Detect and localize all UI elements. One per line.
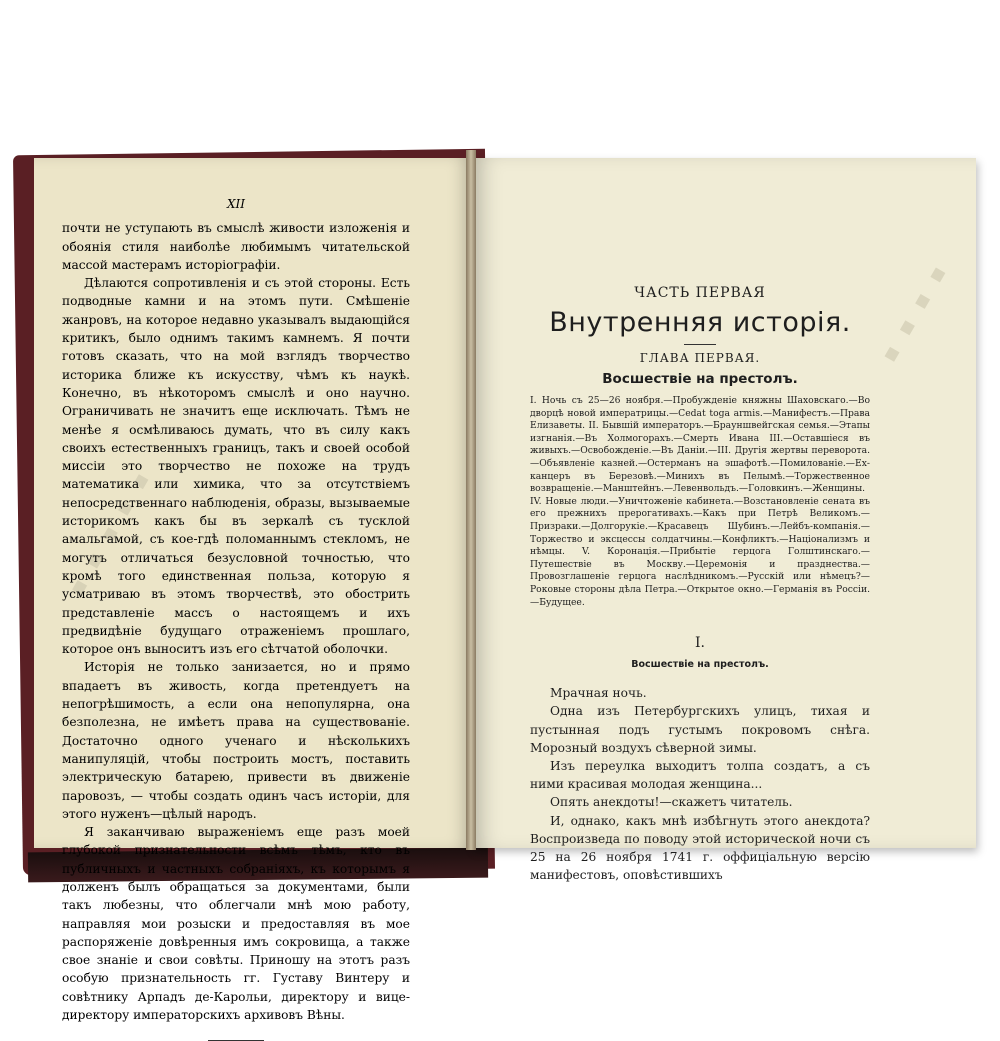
left-paragraph-3: Исторія не только занизается, но и прямо впадаетъ въ живость, когда претендуетъ на непогрѣшимость, а если она непопулярна, она безполезна, не имѣетъ права на существованіе. Достаточно одного ученаго и нѣсколькихъ манипуляцій, чтобы построить мостъ, поставить электрическую батарею, привести въ движеніе паровозъ, — чтобы создать одинъ часъ исторіи, для этого нуженъ—цѣлый народъ. (62, 660, 410, 821)
chapter-subtitle: Восшествіе на престолъ. (602, 371, 798, 387)
right-paragraph-2: Одна изъ Петербургскихъ улицъ, тихая и пустынная подъ густымъ покровомъ снѣга. Морозный воздухъ сѣверной зимы. (530, 704, 870, 755)
title-rule (684, 344, 716, 345)
section-numeral: I. (695, 635, 705, 652)
right-page-text (530, 285, 870, 884)
left-paragraph-2: Дѣлаются сопротивленія и съ этой стороны. Есть подводные камни и на этомъ пути. Смѣшеніе жанровъ, на которое недавно указывалъ выдающійся критикъ, было однимъ такимъ камнемъ. Я почти готовъ сказать, что на мой взглядъ творчество историка ближе къ искусству, чѣмъ къ наукѣ. Конечно, въ нѣкоторомъ смыслѣ и оно научно. Ограничивать не значитъ еще исключать. Тѣмъ не менѣе я осмѣливаюсь думать, что въ силу какъ своихъ естественныхъ границъ, такъ и своей особой миссіи это творчество не похоже на трудъ математика или химика, что за отсутствіемъ непосредственнаго наблюденія, образы, вызываемые историкомъ какъ бы въ зеркалѣ съ тусклой амальгамой, съ кое-гдѣ поломаннымъ стекломъ, не могутъ отличаться безусловной точностью, что кромѣ того единственная польза, которую я усматриваю въ этомъ творчествѣ, это обострить представленіе массъ о настоящемъ и ихъ предвидѣніе будущаго отраженіемъ прошлаго, которое онъ выноситъ изъ его сѣтчатой оболочки. (62, 276, 410, 657)
right-paragraph-3: Изъ переулка выходитъ толпа создатъ, а съ ними красивая молодая женщина... (530, 758, 870, 792)
chapter-summary: I. Ночь съ 25—26 ноября.—Пробужденіе княжны Шаховскаго.—Во дворцѣ новой императрицы.—Cedat toga armis.—Манифестъ.—Права Елизаветы. II. Бывшій императоръ.—Брауншвейгская семья.—Этапы изгнанія.—Въ Холмогорахъ.—Смерть Ивана III.—Оставшіеся въ живыхъ.—Освобожденіе.—Въ Даніи.—III. Другія жертвы переворота.—Объявленіе казней.—Остерманъ на эшафотѣ.—Помилованіе.—Ех-канцеръ въ Березовѣ.—Минихъ въ Пелымѣ.—Торжественное возвращеніе.—Манштейнъ.—Левенвольдъ.—Головкинъ.—Женщины. IV. Новые люди.—Уничтоженіе кабинета.—Возстановленіе сената въ его прежнихъ прерогативахъ.—Какъ при Петрѣ Великомъ.—Призраки.—Долгорукіе.—Красавецъ Шубинъ.—Лейбъ-компанія.—Торжество и эксцессы солдатчины.—Конфликтъ.—Націонализмъ и нѣмцы. V. Коронація.—Прибытіе герцога Голштинскаго.—Путешествіе въ Москву.—Церемонія и празднества.—Провозглашеніе герцога наслѣдникомъ.—Русскій или нѣмецъ?—Роковые стороны дѣла Петра.—Открытое окно.—Германія въ Россіи.—Будущее. (530, 395, 870, 608)
watermark-right: ▪ ▪ ▪ ▪ (876, 258, 954, 367)
chapter-title: ГЛАВА ПЕРВАЯ. (639, 351, 761, 365)
main-title: Внутренняя исторія. (549, 307, 851, 338)
right-paragraph-5: И, однако, какъ мнѣ избѣгнуть этого анекдота? Воспроизведа по поводу этой исторической ночи съ 25 на 26 ноября 1741 г. оффиціальную версію манифестовъ, оповѣстившихъ (530, 813, 870, 883)
part-title: ЧАСТЬ ПЕРВАЯ (634, 285, 766, 301)
right-body (530, 684, 870, 884)
section-subtitle: Восшествіе на престолъ. (631, 659, 769, 671)
watermark-left: ▪ ▪ ▪ ▪ ▪ (64, 465, 157, 600)
left-paragraph-1: почти не уступають въ смыслѣ живости изложенія и обоянія стиля наиболѣе любимымъ читательской массой мастерамъ исторіографіи. (62, 221, 410, 272)
left-page-text (62, 195, 410, 1041)
page-number: XII (226, 197, 246, 211)
right-paragraph-1: Мрачная ночь. (550, 686, 647, 701)
book-gutter (466, 150, 476, 850)
right-paragraph-4: Опять анекдоты!—скажетъ читатель. (550, 795, 793, 810)
left-paragraph-4: Я заканчиваю выраженіемъ еще разъ моей глубокой признательности всѣмъ тѣмъ, кто въ публичныхъ и частныхъ собраніяхъ, къ которымъ я долженъ былъ обращаться за документами, были такъ любезны, что облегчали мнѣ мою работу, направляя мои розыски и предоставляя въ мое распоряженіе довѣренныя имъ сокровища, а также свое знаніе и свои совѣты. Приношу на этотъ разъ особую признательность гг. Густаву Винтеру и совѣтнику Арпадъ де-Карольи, директору и вице-директору императорскихъ архивовъ Вѣны. (62, 825, 410, 1023)
